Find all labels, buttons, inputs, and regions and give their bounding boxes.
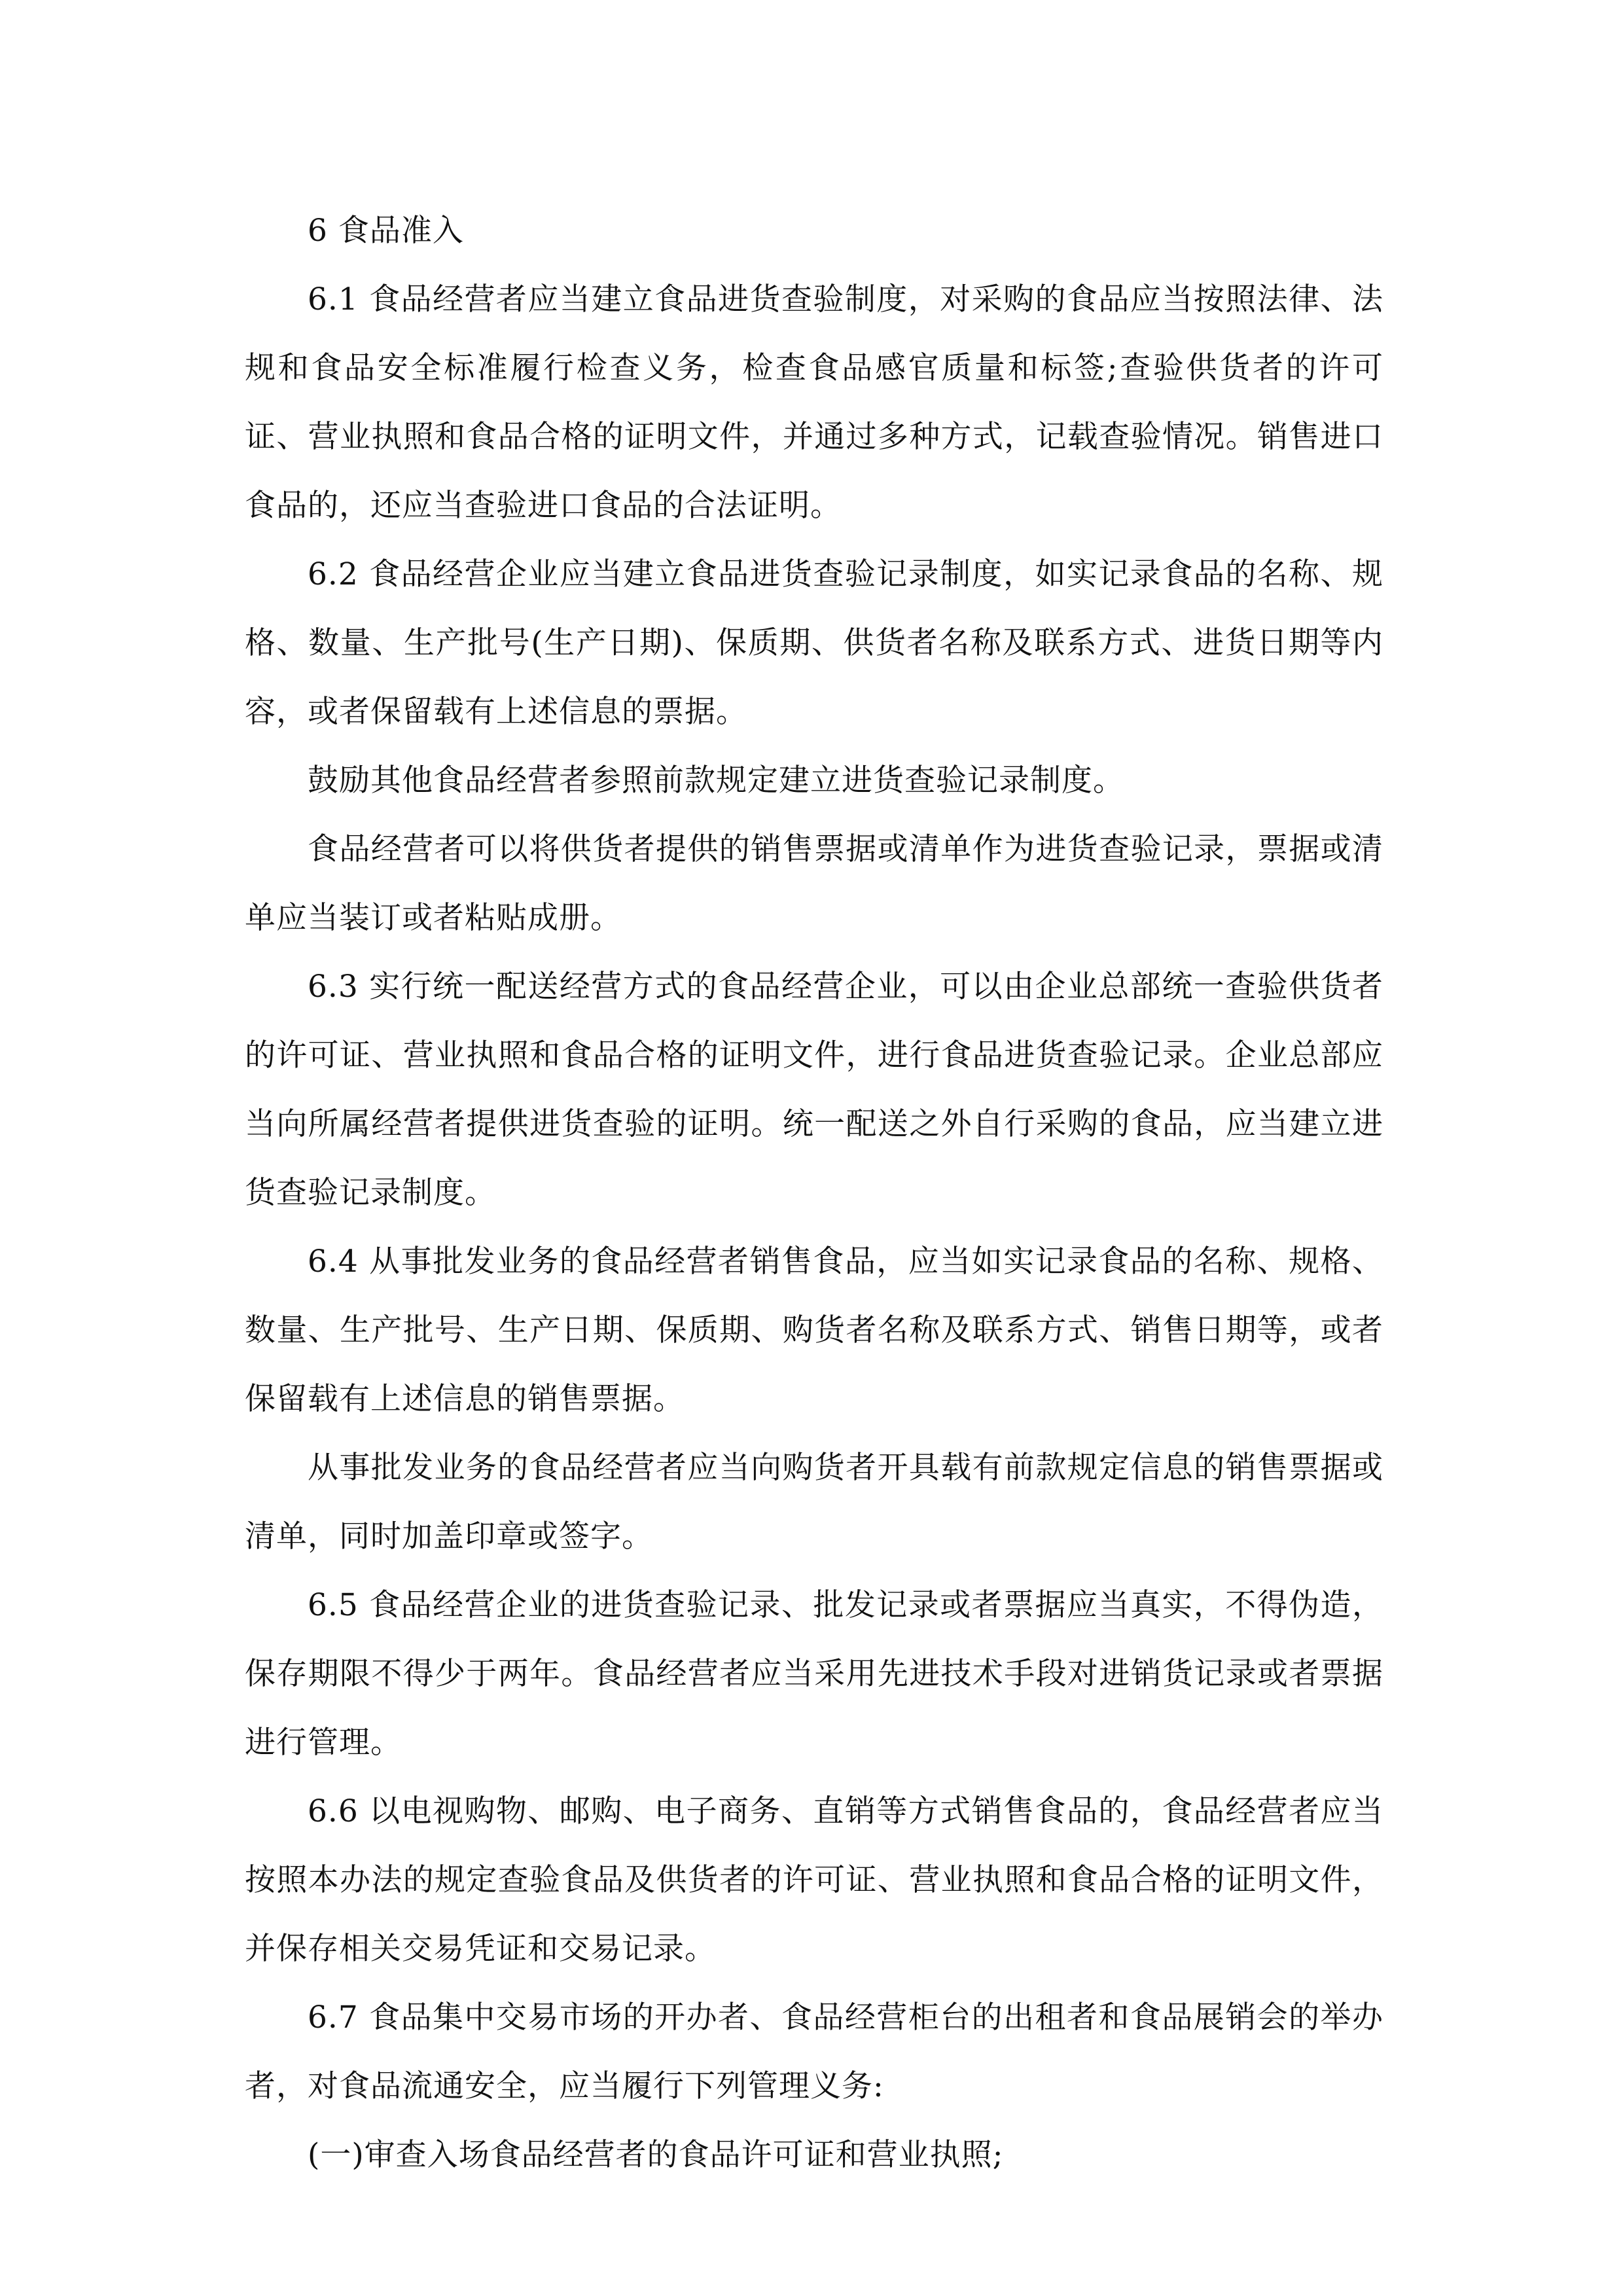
paragraph-6-2: 6.2 食品经营企业应当建立食品进货查验记录制度，如实记录食品的名称、规格、数量、生产批号(生产日期)、保质期、供货者名称及联系方式、进货日期等内容，或者保留载有上述信息的票据。	[245, 556, 1383, 730]
paragraph-6-1: 6.1 食品经营者应当建立食品进货查验制度，对采购的食品应当按照法律、法规和食品安全标准履行检查义务，检查食品感官质量和标签;查验供货者的许可证、营业执照和食品合格的证明文件，并通过多种方式，记载查验情况。销售进口食品的，还应当查验进口食品的合法证明。	[245, 281, 1383, 524]
paragraph-6-6: 6.6 以电视购物、邮购、电子商务、直销等方式销售食品的，食品经营者应当按照本办法的规定查验食品及供货者的许可证、营业执照和食品合格的证明文件，并保存相关交易凭证和交易记录。	[245, 1793, 1383, 1967]
paragraph-6-4: 6.4 从事批发业务的食品经营者销售食品，应当如实记录食品的名称、规格、数量、生产批号、生产日期、保质期、购货者名称及联系方式、销售日期等，或者保留载有上述信息的销售票据。	[245, 1244, 1383, 1417]
paragraph-encourage: 鼓励其他食品经营者参照前款规定建立进货查验记录制度。	[308, 762, 1124, 798]
paragraph-receipts: 食品经营者可以将供货者提供的销售票据或清单作为进货查验记录，票据或清单应当装订或者粘贴成册。	[245, 831, 1383, 936]
paragraph-6-3: 6.3 实行统一配送经营方式的食品经营企业，可以由企业总部统一查验供货者的许可证、营业执照和食品合格的证明文件，进行食品进货查验记录。企业总部应当向所属经营者提供进货查验的证明。统一配送之外自行采购的食品，应当建立进货查验记录制度。	[245, 969, 1383, 1211]
paragraph-6-5: 6.5 食品经营企业的进货查验记录、批发记录或者票据应当真实，不得伪造，保存期限不得少于两年。食品经营者应当采用先进技术手段对进销货记录或者票据进行管理。	[245, 1587, 1383, 1761]
paragraph-item-1: (一)审查入场食品经营者的食品许可证和营业执照;	[308, 2137, 1004, 2173]
section-heading: 6 食品准入	[308, 213, 464, 249]
document-body	[245, 196, 1383, 2189]
paragraph-wholesale-invoice: 从事批发业务的食品经营者应当向购货者开具载有前款规定信息的销售票据或清单，同时加盖印章或签字。	[245, 1450, 1383, 1554]
paragraph-6-7: 6.7 食品集中交易市场的开办者、食品经营柜台的出租者和食品展销会的举办者，对食品流通安全，应当履行下列管理义务:	[245, 2000, 1383, 2104]
